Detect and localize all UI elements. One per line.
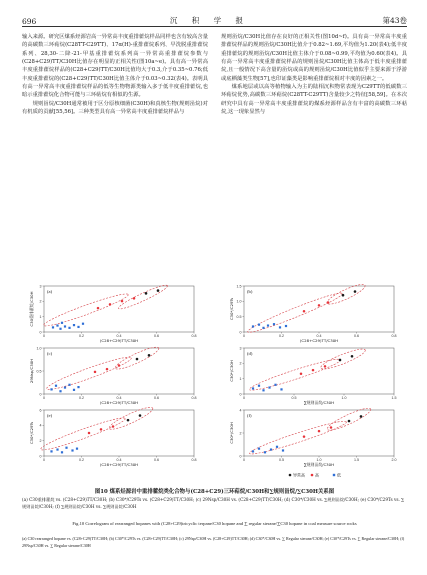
very-high-point: [348, 420, 351, 423]
very-high-point: [139, 414, 142, 417]
high-point: [100, 428, 103, 431]
low-point: [264, 451, 266, 453]
x-tick-label: 0: [43, 458, 45, 463]
trend-ellipse: [248, 355, 342, 393]
y-tick-label: 1: [39, 314, 42, 319]
page-header: [22, 10, 407, 27]
y-tick-label: 0.5: [36, 369, 42, 374]
low-point: [258, 448, 260, 450]
high-point: [121, 300, 124, 303]
low-point: [258, 324, 260, 326]
low-point: [285, 325, 287, 327]
left-text-column: [22, 33, 208, 116]
low-point: [258, 385, 260, 387]
x-tick-label: 0: [243, 334, 245, 339]
very-high-point: [148, 354, 151, 357]
low-point: [77, 326, 79, 328]
scatter-panel: [29, 344, 197, 405]
very-high-point: [339, 359, 342, 362]
panel-frame: [44, 286, 194, 332]
high-point: [94, 371, 97, 374]
low-point: [280, 388, 282, 390]
low-point: [65, 447, 67, 449]
low-point: [71, 449, 73, 451]
low-point: [252, 325, 254, 327]
y-axis-title: C30*/C30H: [229, 360, 234, 382]
y-tick-label: 0: [39, 330, 42, 335]
x-tick-label: 0: [243, 458, 245, 463]
figure-caption-chinese: 图10 煤系烃源岩中重排藿烷类化合物与(C28+C29)三环萜烷/C30H和∑规则甾烷/∑C30H关系图: [94, 489, 335, 495]
very-high-point: [351, 355, 354, 358]
scatter-panel: [29, 282, 197, 343]
panel-frame: [244, 410, 394, 456]
x-tick-label: 0: [43, 396, 45, 401]
low-point: [50, 450, 52, 452]
paragraph: 煤系地层或以高等植物输入为主的陆相沉积物常表现为C29TT的低碳数三环萜烷优势,高碳数三环萜烷(C28TT-C29TT)含量较少之特征[58,59]。在本次研究中具有高一异常高丰度重排藿烷的煤系烃源样品含有丰富的高碳数三环萜烷,这一现象显然与: [221, 84, 407, 116]
very-high-point: [127, 419, 130, 422]
x-tick-label: 0.6: [154, 396, 159, 401]
low-point: [56, 324, 58, 326]
y-axis-title: C30*/C29Ts: [229, 297, 234, 321]
paragraph: 规则甾烷/C30H比值存在良好的正相关性(图10d~f)。具有高一异常高丰度重排藿烷样品的规则甾烷/C30H比值介于0.82~1.69,平均值为1.20(表4);低丰度重排藿烷的规则甾烷/C30H比值主体介于0.08~0.99,平均值为0.60(表4)。具有高一异常高丰度重排藿烷样品的规则甾烷/C30H比值主体高于低丰度重排藿烷,且一般情况下高含量的甾烷或高的规则甾烷/C30H比值似乎主要来源于浮游或底栖藻类生物[57],也印证藻类是影响重排藿烷相对丰度的因素之一。: [221, 34, 407, 82]
high-point: [133, 297, 136, 300]
high-point: [300, 373, 303, 376]
low-point: [55, 385, 57, 387]
x-axis-title: ∑规则甾烷/C30H: [303, 400, 335, 405]
low-point: [52, 326, 54, 328]
y-tick-label: 1.0: [236, 299, 242, 304]
legend-label: 异常高: [293, 472, 305, 478]
legend-label: 低: [337, 472, 341, 478]
paragraph: 输入来源。研究区煤系烃源岩高一异常高丰度重排藿烷样品同样也含有较高含量的高碳数三环萜烷(C28TT-C29TT)、17α(H)-重排藿烷系列、早洗脱重排藿烷系列、28,30-二降-21-甲基重排藿烷系列高一异常高重排藿烷参数与(C28+C29)TT/C30H比值存在明显的正相关性(图10a~e)。具有高一异常高丰度重排藿烷样品的(C28+C29)TT/C30H比值均大于0.3,介于0.35~0.76;低丰度重排藿烷的(C28+C29)TT/C30H比值主体介于0.03~0.32(表4)。表明具有高一异常高丰度重排藿烷样品的低等生物物源类输入多于低丰度重排藿烷,也暗示重排藿烷化合物可能与三环萜烷有相似的生源。: [22, 34, 208, 99]
low-point: [279, 326, 281, 328]
legend-marker: [289, 474, 292, 477]
x-axis-title: (C28+C29)TT/C30H: [299, 338, 339, 343]
cluster-ellipse: [325, 405, 372, 434]
high-point: [109, 303, 112, 306]
high-point: [318, 304, 321, 307]
scatter-panel: [229, 405, 397, 467]
x-tick-label: 0.2: [79, 396, 84, 401]
x-tick-label: 0.6: [154, 458, 159, 463]
x-tick-label: 0.5: [279, 458, 284, 463]
low-point: [262, 327, 264, 329]
y-axis-title: C30重排藿烷/C30H: [29, 291, 34, 327]
x-tick-label: 0: [243, 396, 245, 401]
figure-legend: [289, 471, 341, 477]
low-point: [77, 386, 79, 388]
trend-ellipse: [39, 290, 130, 329]
y-tick-label: 2: [39, 438, 42, 443]
y-tick-label: 4: [239, 408, 242, 413]
y-tick-label: 0: [39, 454, 42, 459]
panel-frame: [244, 286, 394, 332]
x-axis-title: (C28+C29)TT/C30H: [99, 462, 139, 467]
high-point: [303, 435, 306, 438]
very-high-point: [342, 294, 345, 297]
x-tick-label: 2.0: [391, 458, 397, 463]
high-point: [106, 368, 109, 371]
low-point: [64, 386, 66, 388]
low-point: [50, 388, 52, 390]
high-point: [327, 301, 330, 304]
x-tick-label: 0.5: [291, 396, 297, 401]
y-axis-title: C30*/C29Ts: [29, 421, 34, 445]
low-point: [252, 387, 254, 389]
low-point: [267, 324, 269, 326]
low-point: [59, 328, 61, 330]
low-point: [270, 448, 272, 450]
page-number: 696: [22, 17, 37, 26]
x-axis-title: ∑规则甾烷/C30H: [303, 462, 335, 467]
x-tick-label: 0.4: [116, 458, 122, 463]
low-point: [273, 323, 275, 325]
legend-marker: [333, 474, 335, 476]
very-high-point: [145, 292, 148, 295]
low-point: [82, 323, 84, 325]
panel-label: (e): [47, 413, 53, 418]
very-high-point: [354, 290, 357, 293]
x-tick-label: 0.6: [354, 334, 359, 339]
very-high-point: [360, 415, 363, 418]
y-tick-label: 1: [239, 376, 242, 381]
x-tick-label: 0.2: [279, 334, 284, 339]
y-tick-label: 3: [39, 284, 42, 289]
x-tick-label: 1.0: [341, 396, 347, 401]
low-point: [262, 389, 264, 391]
legend-marker: [311, 474, 314, 477]
low-point: [73, 324, 75, 326]
x-tick-label: 1.5: [391, 396, 397, 401]
x-tick-label: 0.8: [391, 334, 397, 339]
cluster-ellipse: [107, 404, 154, 433]
trend-ellipse: [248, 417, 348, 457]
x-tick-label: 0.6: [154, 334, 159, 339]
trend-ellipse: [45, 353, 133, 393]
figure-caption-english-subpanels: (a) C30 rearranged hopane vs. (C28+C29)TT/C30H; (b) C30*/C29Ts vs. (C28+C29)TT/C30H; (c) 29Nsp/C30H vs. (C28+C29)TT/C30H; (d) C30*/C30H vs. ∑ Regular sterane/C30H; (e) C30*/C29Ts vs. ∑ Regular sterane/C30H; (f) 29Nsp/C30H vs. ∑ Regular sterane/C30H: [22, 536, 405, 548]
x-tick-label: 0.8: [191, 396, 197, 401]
high-point: [112, 425, 115, 428]
y-tick-label: 4: [39, 423, 42, 428]
y-axis-title: C30*/C30H: [229, 422, 234, 444]
trend-ellipse: [39, 414, 127, 453]
scatter-panel: [29, 404, 197, 467]
x-axis-title: (C28+C29)TT/C30H: [99, 400, 139, 405]
high-point: [118, 364, 121, 367]
figure-caption-english: Fig.10 Correlogram of rearranged hopanes with (C28+C29)tricyclic terpane/C30 hopane and ∑ regular sterane/∑C30 hopane in coal measure source rocks: [72, 521, 357, 526]
low-point: [59, 390, 61, 392]
low-point: [268, 386, 270, 388]
x-tick-label: 1.5: [354, 458, 359, 463]
x-tick-label: 0.4: [116, 334, 122, 339]
low-point: [56, 448, 58, 450]
x-axis-title: (C28+C29)TT/C30H: [99, 338, 139, 343]
low-point: [61, 451, 63, 453]
x-tick-label: 0.2: [79, 334, 84, 339]
y-tick-label: 0.5: [236, 314, 242, 319]
paragraph: 规则甾烷/C30H通常被用于区分原核细菌(C30H)和真核生物(规则甾烷)对有机质的贡献[55,56]。三种类型具有高一异常高丰度重排藿烷样品与: [22, 100, 208, 116]
panel-frame: [44, 410, 194, 456]
low-point: [274, 384, 276, 386]
very-high-point: [136, 358, 139, 361]
low-point: [61, 322, 63, 324]
low-point: [73, 389, 75, 391]
high-point: [330, 426, 333, 429]
low-point: [76, 448, 78, 450]
figure-caption-chinese-subpanels: (a) C30重排藿烷 vs. (C28+C29)TT/C30H; (b) C30*/C29Ts vs. (C28+C29)TT/C30H; (c) 29Nsp/C30H vs. (C28+C29)TT/C30H; (d) C30*/C30H vs. ∑规则甾烷/C30H; (e) C30*/C29Ts vs. ∑规则甾烷/C30H; (f) ∑规则甾烷/C30H vs. ∑规则甾烷/C30H: [22, 497, 405, 509]
panel-label: (a): [47, 289, 53, 294]
y-tick-label: 3: [239, 346, 242, 351]
y-tick-label: 2: [39, 299, 42, 304]
high-point: [97, 307, 100, 310]
high-point: [318, 430, 321, 433]
x-tick-label: 0.8: [191, 334, 197, 339]
cluster-ellipse: [117, 282, 169, 311]
very-high-point: [157, 289, 160, 292]
low-point: [282, 449, 284, 451]
low-point: [68, 384, 70, 386]
y-tick-label: 6: [39, 408, 42, 413]
legend-label: 高: [315, 472, 319, 478]
y-tick-label: 2: [239, 361, 242, 366]
figure-10: [22, 282, 407, 487]
panel-frame: [44, 348, 194, 394]
high-point: [324, 365, 327, 368]
y-tick-label: 1.5: [236, 284, 242, 289]
journal-name: 沉 积 学 报: [169, 16, 249, 25]
x-tick-label: 0: [43, 334, 45, 339]
high-point: [312, 369, 315, 372]
x-tick-label: 0.4: [316, 334, 322, 339]
x-tick-label: 0.8: [191, 458, 197, 463]
volume-number: 第43卷: [382, 16, 407, 25]
high-point: [88, 432, 91, 435]
y-tick-label: 0: [239, 454, 242, 459]
panel-label: (f): [247, 413, 252, 418]
figure-panels: [22, 282, 407, 487]
panel-label: (d): [247, 351, 253, 356]
y-tick-label: 2: [239, 431, 242, 436]
x-tick-label: 1.0: [316, 458, 322, 463]
scatter-panel: [229, 346, 397, 405]
x-tick-label: 0.2: [79, 458, 84, 463]
y-tick-label: 0: [239, 330, 242, 335]
scatter-panel: [229, 282, 397, 343]
panel-label: (c): [47, 351, 53, 356]
low-point: [276, 446, 278, 448]
y-tick-label: 0: [239, 392, 242, 397]
right-text-column: [221, 33, 407, 116]
low-point: [252, 450, 254, 452]
x-tick-label: 0.4: [116, 396, 122, 401]
high-point: [303, 310, 306, 313]
low-point: [64, 325, 66, 327]
panel-label: (b): [247, 289, 253, 294]
low-point: [68, 327, 70, 329]
y-axis-title: 29Nsp/C30H: [29, 358, 34, 384]
y-tick-label: 0: [39, 392, 42, 397]
y-tick-label: 1.0: [36, 346, 42, 351]
